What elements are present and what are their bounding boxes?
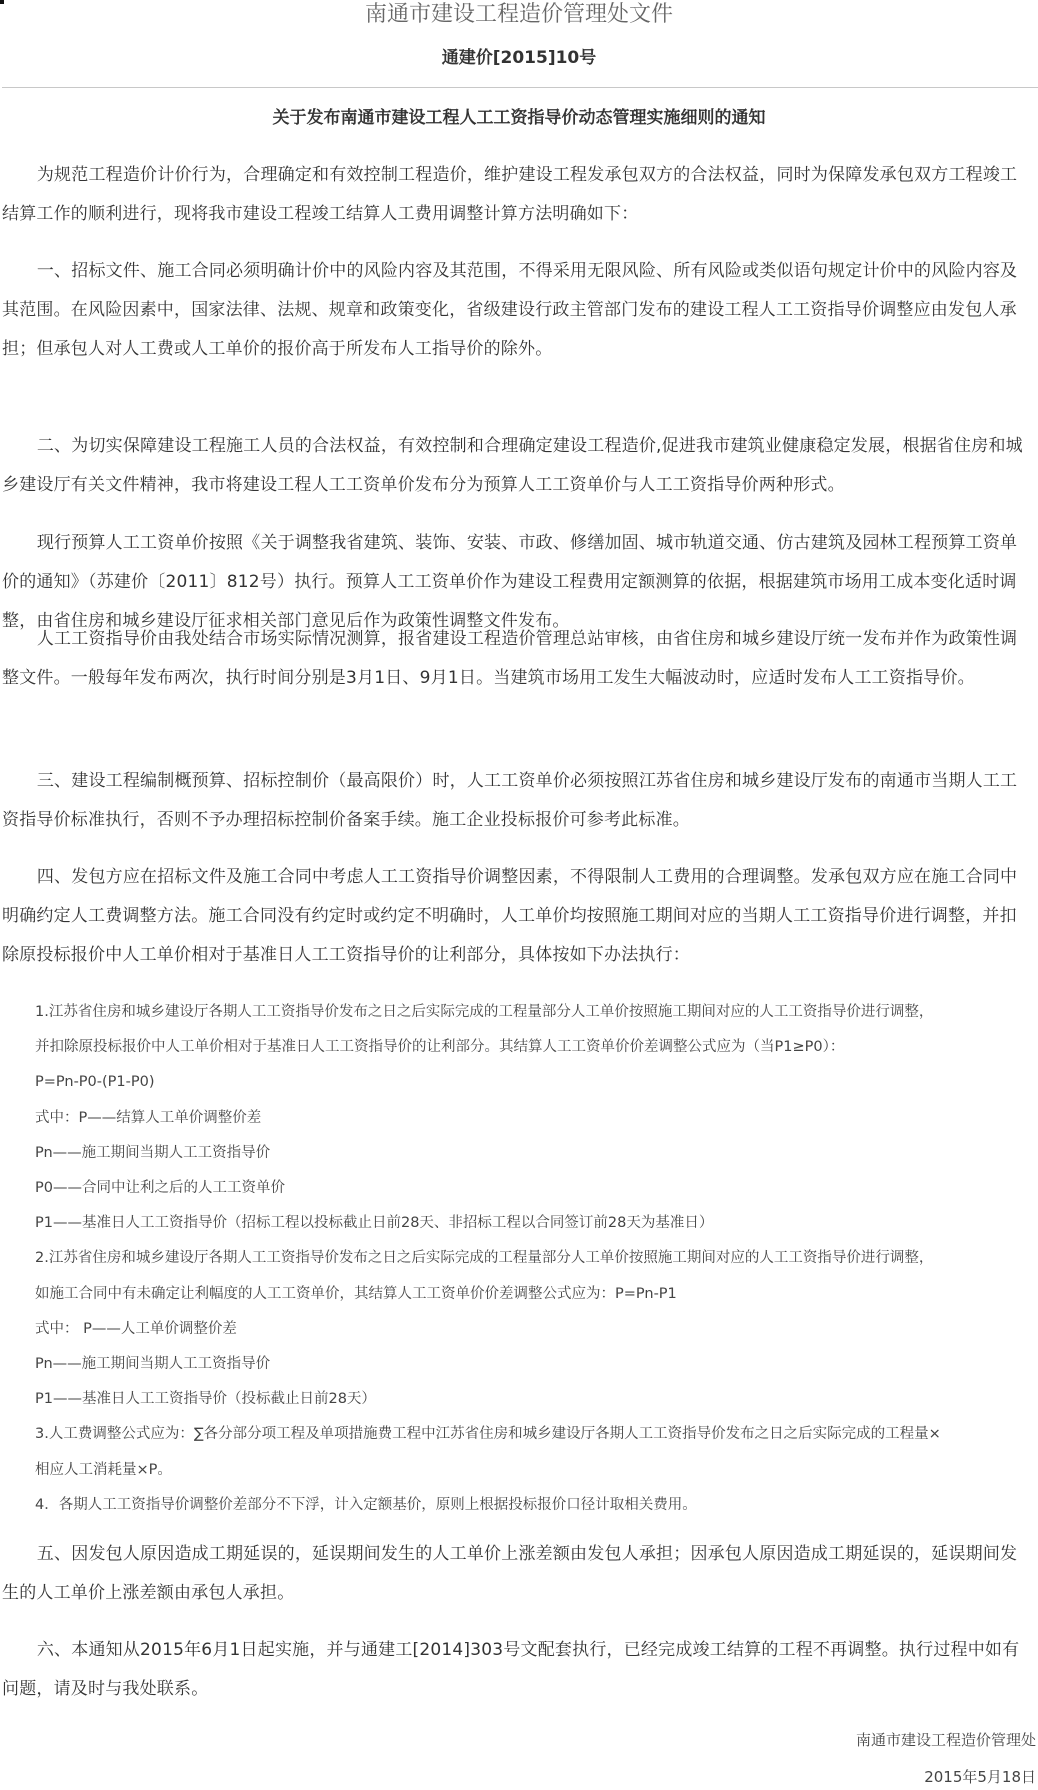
list-item: 相应人工消耗量×P。: [35, 1461, 172, 1478]
list-item: 3.人工费调整公式应为：∑各分部分项工程及单项措施费工程中江苏省住房和城乡建设厅各期人工工资指导价发布之日之后实际完成的工程量×: [35, 1426, 941, 1443]
section-1-paragraph: 一、招标文件、施工合同必须明确计价中的风险内容及其范围，不得采用无限风险、所有风险或类似语句规定计价中的风险内容及其范围。在风险因素中，国家法律、法规、规章和政策变化，省级建设行政主管部门发布的建设工程人工工资指导价调整应由发包人承担；但承包人对人工费或人工单价的报价高于所发布人工指导价的除外。: [2, 261, 1018, 359]
list-item: P0——合同中让利之后的人工工资单价: [35, 1180, 285, 1197]
signature-date: 2015年5月18日: [924, 1768, 1036, 1786]
section-2-budget-paragraph: 现行预算人工工资单价按照《关于调整我省建筑、装饰、安装、市政、修缮加固、城市轨道交通、仿古建筑及园林工程预算工资单价的通知》（苏建价〔2011〕812号）执行。预算人工工资单价作为建设工程费用定额测算的依据，根据建筑市场用工成本变化适时调整，由省住房和城乡建设厅征求相关部门意见后作为政策性调整文件发布。: [2, 533, 1018, 631]
formula-1: P=Pn-P0-(P1-P0): [35, 1074, 155, 1091]
list-item: 并扣除原投标报价中人工单价相对于基准日人工工资指导价的让利部分。其结算人工工资单价价差调整公式应为（当P1≥P0）：: [35, 1039, 845, 1056]
header-divider: [2, 87, 1038, 88]
section-2-guide-price-paragraph: 人工工资指导价由我处结合市场实际情况测算，报省建设工程造价管理总站审核，由省住房和城乡建设厅统一发布并作为政策性调整文件。一般每年发布两次，执行时间分别是3月1日、9月1日。当建筑市场用工发生大幅波动时，应适时发布人工工资指导价。: [2, 629, 1018, 688]
list-item: P1——基准日人工工资指导价（招标工程以投标截止日前28天、非招标工程以合同签订前28天为基准日）: [35, 1215, 714, 1232]
signature-issuer: 南通市建设工程造价管理处: [855, 1731, 1036, 1749]
list-item: 1.江苏省住房和城乡建设厅各期人工工资指导价发布之日之后实际完成的工程量部分人工单价按照施工期间对应的人工工资指导价进行调整，: [35, 1004, 934, 1020]
doc-number: 通建价[2015]10号: [441, 48, 597, 68]
section-4-paragraph: 四、发包方应在招标文件及施工合同中考虑人工工资指导价调整因素，不得限制人工费用的合理调整。发承包双方应在施工合同中明确约定人工费调整方法。施工合同没有约定时或约定不明确时，人工单价均按照施工期间对应的当期人工工资指导价进行调整，并扣除原投标报价中人工单价相对于基准日人工工资指导价的让利部分，具体按如下办法执行：: [2, 867, 1018, 965]
section-2-paragraph: 二、为切实保障建设工程施工人员的合法权益，有效控制和合理确定建设工程造价,促进我市建筑业健康稳定发展，根据省住房和城乡建设厅有关文件精神，我市将建设工程人工工资单价发布分为预算人工工资单价与人工工资指导价两种形式。: [2, 436, 1023, 495]
org-title: 南通市建设工程造价管理处文件: [364, 2, 673, 27]
list-item: 式中： P——人工单价调整价差: [35, 1320, 237, 1337]
list-item: 4．各期人工工资指导价调整价差部分不下浮，计入定额基价，原则上根据投标报价口径计取相关费用。: [35, 1496, 697, 1513]
section-5-paragraph: 五、因发包人原因造成工期延误的，延误期间发生的人工单价上涨差额由发包人承担；因承包人原因造成工期延误的，延误期间发生的人工单价上涨差额由承包人承担。: [2, 1544, 1018, 1603]
notice-subject-title: 关于发布南通市建设工程人工工资指导价动态管理实施细则的通知: [272, 108, 766, 128]
list-item: Pn——施工期间当期人工工资指导价: [35, 1356, 271, 1373]
section-6-paragraph: 六、本通知从2015年6月1日起实施，并与通建工[2014]303号文配套执行，已经完成竣工结算的工程不再调整。执行过程中如有问题，请及时与我处联系。: [2, 1640, 1020, 1699]
list-item: 2.江苏省住房和城乡建设厅各期人工工资指导价发布之日之后实际完成的工程量部分人工单价按照施工期间对应的人工工资指导价进行调整，: [35, 1250, 934, 1267]
intro-paragraph: 为规范工程造价计价行为，合理确定和有效控制工程造价，维护建设工程发承包双方的合法权益，同时为保障发承包双方工程竣工结算工作的顺利进行，现将我市建设工程竣工结算人工费用调整计算方法明确如下：: [2, 165, 1018, 224]
section-3-paragraph: 三、建设工程编制概预算、招标控制价（最高限价）时，人工工资单价必须按照江苏省住房和城乡建设厅发布的南通市当期人工工资指导价标准执行，否则不予办理招标控制价备案手续。施工企业投标报价可参考此标准。: [2, 771, 1018, 830]
list-item: Pn——施工期间当期人工工资指导价: [35, 1144, 271, 1161]
adjustment-method-list: [35, 995, 1035, 1523]
list-item: P1——基准日人工工资指导价（投标截止日前28天）: [35, 1391, 376, 1408]
list-item: 式中：P——结算人工单价调整价差: [35, 1109, 262, 1126]
list-item: 如施工合同中有未确定让利幅度的人工工资单价，其结算人工工资单价价差调整公式应为：P=Pn-P1: [35, 1285, 677, 1302]
